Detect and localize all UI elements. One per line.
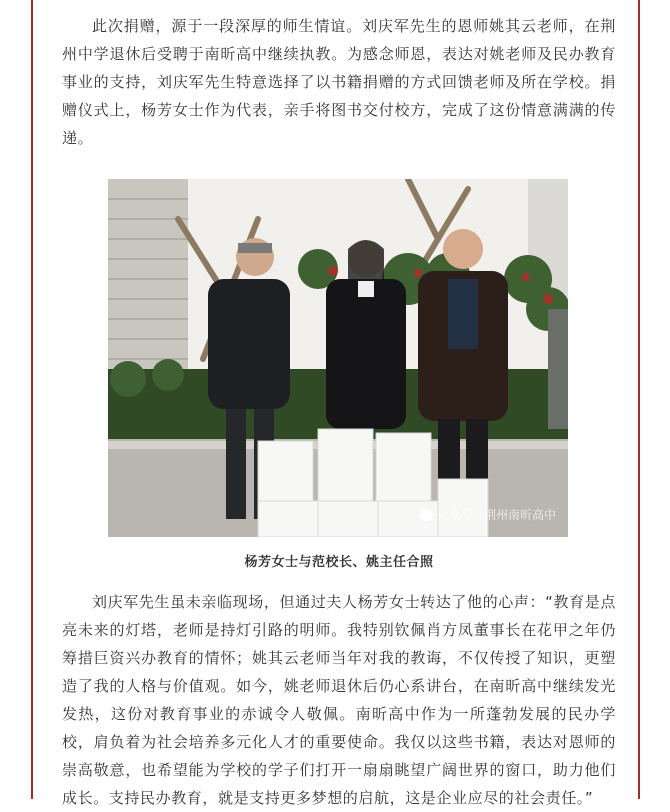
photo-illustration bbox=[108, 179, 568, 537]
left-border-line bbox=[31, 0, 33, 799]
photo-watermark bbox=[419, 506, 556, 523]
right-border-line bbox=[638, 0, 640, 799]
article-body bbox=[62, 12, 616, 812]
paragraph-donor-message: 刘庆军先生虽未亲临现场，但通过夫人杨芳女士转达了他的心声：“教育是点亮未来的灯塔，老师是持灯引路的明师。我特别钦佩肖方凤董事长在花甲之年仍筹措巨资兴办教育的情怀；姚其云老师当年对我的教诲，不仅传授了知识，更塑造了我的人格与价值观。如今，姚老师退休后仍心系讲台，在南昕高中继续发光发热，这份对教育事业的赤诚令人敬佩。南昕高中作为一所蓬勃发展的民办学校，肩负着为社会培养多元化人才的重要使命。我仅以这些书籍，表达对恩师的崇高敬意，也希望能为学校的学子们打开一扇扇眺望广阔世界的窗口，助力他们成长。支持民办教育，就是支持更多梦想的启航，这是企业应尽的社会责任。” bbox=[62, 593, 616, 807]
wechat-icon bbox=[419, 509, 433, 521]
watermark-text: 公众号 · 荆州南昕高中 bbox=[436, 508, 556, 522]
group-photo[interactable] bbox=[108, 179, 568, 537]
paragraph-donation-origin: 此次捐赠，源于一段深厚的师生情谊。刘庆军先生的恩师姚其云老师，在荆州中学退休后受聘于南昕高中继续执教。为感念师恩，表达对姚老师及民办教育事业的支持，刘庆军先生特意选择了以书籍捐赠的方式回馈老师及所在学校。捐赠仪式上，杨芳女士作为代表，亲手将图书交付校方，完成了这份情意满满的传递。 bbox=[62, 17, 616, 147]
photo-caption: 杨芳女士与范校长、姚主任合照 bbox=[244, 555, 434, 570]
